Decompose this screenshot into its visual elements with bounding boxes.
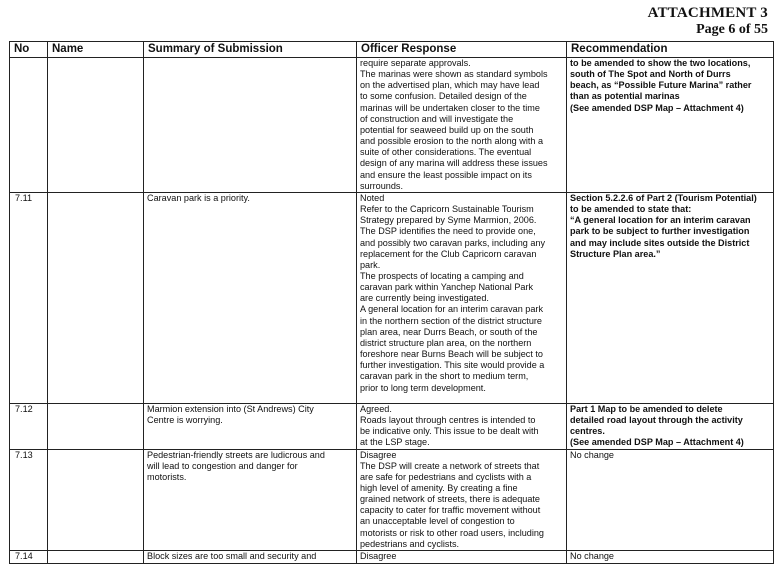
response-line: are currently being investigated. (360, 293, 489, 304)
response-line: an unacceptable level of congestion to (360, 516, 515, 527)
response-line: marinas will be undertaken closer to the time (360, 102, 540, 113)
table-row (10, 550, 774, 563)
officer-response-cell (357, 449, 567, 550)
recommendation-line: detailed road layout through the activity (570, 415, 743, 426)
table-row (10, 449, 774, 550)
response-line: park. (360, 259, 381, 270)
recommendation-cell (567, 192, 774, 403)
recommendation-line: Part 1 Map to be amended to delete (570, 403, 723, 414)
response-line: on the advertised plan, which may have lead (360, 80, 540, 91)
recommendation-line: than as potential marinas (570, 91, 680, 102)
response-line: motorists or risk to other road users, including (360, 527, 544, 538)
officer-response-cell (357, 192, 567, 403)
response-line: and ensure the least possible impact on its (360, 169, 532, 180)
row-name-cell (48, 449, 144, 550)
response-line: Agreed. (360, 403, 392, 414)
recommendation-cell (567, 58, 774, 193)
recommendation-cell (567, 550, 774, 563)
recommendation-line: and may include sites outside the District (570, 237, 750, 248)
column-header-name: Name (48, 42, 144, 58)
recommendation-line: (See amended DSP Map – Attachment 4) (570, 437, 744, 448)
response-line: of construction and will investigate the (360, 113, 514, 124)
response-line: and possibly two caravan parks, including any (360, 237, 546, 248)
table-header-row (10, 42, 774, 58)
response-line: to some confusion. Detailed design of the (360, 91, 527, 102)
response-line: The DSP will create a network of streets that (360, 460, 540, 471)
officer-response-cell (357, 550, 567, 563)
response-line: caravan park in the short to medium term, (360, 371, 529, 382)
row-number-cell: 7.14 (10, 550, 48, 563)
response-line: district structure plan area, on the northern (360, 337, 532, 348)
summary-line: motorists. (147, 471, 187, 482)
response-line: require separate approvals. (360, 58, 471, 68)
column-header-recommendation: Recommendation (567, 42, 774, 58)
row-number-cell: 7.11 (10, 192, 48, 403)
response-line: Noted (360, 192, 385, 203)
recommendation-line: (See amended DSP Map – Attachment 4) (570, 102, 744, 113)
response-line: at the LSP stage. (360, 437, 430, 448)
response-line: and possible erosion to the north along with a (360, 136, 544, 147)
summary-line: will lead to congestion and danger for (147, 460, 298, 471)
response-line: potential for seaweed build up on the south (360, 124, 534, 135)
response-line: Strategy prepared by Syme Marmion, 2006. (360, 215, 537, 226)
recommendation-line: park to be subject to further investigation (570, 226, 750, 237)
response-line: prior to long term development. (360, 382, 486, 393)
submission-summary-cell (144, 449, 357, 550)
response-line: are safe for pedestrians and cyclists with a (360, 471, 532, 482)
row-name-cell (48, 403, 144, 449)
summary-line: Marmion extension into (St Andrews) City (147, 403, 314, 414)
column-header-officer-response: Officer Response (357, 42, 567, 58)
recommendation-line: south of The Spot and North of Durrs (570, 69, 731, 80)
table-row (10, 403, 774, 449)
column-header-summary: Summary of Submission (144, 42, 357, 58)
response-line: be indicative only. This issue to be dealt with (360, 426, 539, 437)
submission-summary-cell (144, 550, 357, 563)
response-line: The marinas were shown as standard symbols (360, 69, 548, 80)
table-row (10, 192, 774, 403)
response-line: The prospects of locating a camping and (360, 270, 524, 281)
response-line: design of any marina will address these issues (360, 158, 548, 169)
recommendation-line: No change (570, 449, 614, 460)
row-name-cell (48, 192, 144, 403)
response-line: The DSP identifies the need to provide one, (360, 226, 536, 237)
response-line: grained network of streets, there is adequate (360, 494, 540, 505)
submission-summary-cell (144, 58, 357, 193)
row-number-cell (10, 58, 48, 193)
recommendation-line: “A general location for an interim caravan (570, 215, 751, 226)
response-line: in the northern section of the district structure (360, 315, 542, 326)
recommendation-line: to be amended to show the two locations, (570, 58, 751, 68)
officer-response-cell (357, 403, 567, 449)
recommendation-line: beach, as “Possible Future Marina” rather (570, 80, 752, 91)
row-number-cell: 7.13 (10, 449, 48, 550)
submissions-table (9, 41, 774, 564)
attachment-label: ATTACHMENT 3 (647, 5, 768, 21)
recommendation-line: Section 5.2.2.6 of Part 2 (Tourism Potential) (570, 192, 757, 203)
row-name-cell (48, 58, 144, 193)
response-line: Disagree (360, 550, 397, 561)
recommendation-cell (567, 449, 774, 550)
summary-line: Caravan park is a priority. (147, 192, 250, 203)
recommendation-line: to be amended to state that: (570, 204, 692, 215)
page-header (648, 4, 768, 38)
table-row (10, 58, 774, 193)
summary-line: Pedestrian-friendly streets are ludicrous and (147, 449, 325, 460)
response-line: Roads layout through centres is intended to (360, 415, 536, 426)
recommendation-line: Structure Plan area.” (570, 248, 661, 259)
response-line: A general location for an interim caravan park (360, 304, 543, 315)
response-line: foreshore near Burns Beach will be subject to (360, 349, 543, 360)
response-line: replacement for the Club Capricorn caravan (360, 248, 537, 259)
column-header-no: No (10, 42, 48, 58)
recommendation-line: centres. (570, 426, 605, 437)
response-line: further investigation. This site would provide a (360, 360, 545, 371)
response-line: pedestrians and cyclists. (360, 538, 460, 549)
response-line: caravan park within Yanchep National Park (360, 282, 534, 293)
summary-line: Centre is worrying. (147, 415, 223, 426)
row-number-cell: 7.12 (10, 403, 48, 449)
response-line: surrounds. (360, 180, 403, 191)
response-line: suite of other considerations. The eventual (360, 147, 532, 158)
page-number: Page 6 of 55 (696, 22, 768, 37)
recommendation-line: No change (570, 550, 614, 561)
submission-summary-cell (144, 403, 357, 449)
officer-response-cell (357, 58, 567, 193)
response-line: plan area, near Durrs Beach, or south of the (360, 326, 538, 337)
recommendation-cell (567, 403, 774, 449)
response-line: Refer to the Capricorn Sustainable Tourism (360, 204, 534, 215)
row-name-cell (48, 550, 144, 563)
submission-summary-cell (144, 192, 357, 403)
response-line: capacity to cater for traffic movement without (360, 505, 541, 516)
summary-line: Block sizes are too small and security and (147, 550, 317, 561)
response-line: high level of amenity. By creating a fine (360, 482, 518, 493)
response-line: Disagree (360, 449, 397, 460)
